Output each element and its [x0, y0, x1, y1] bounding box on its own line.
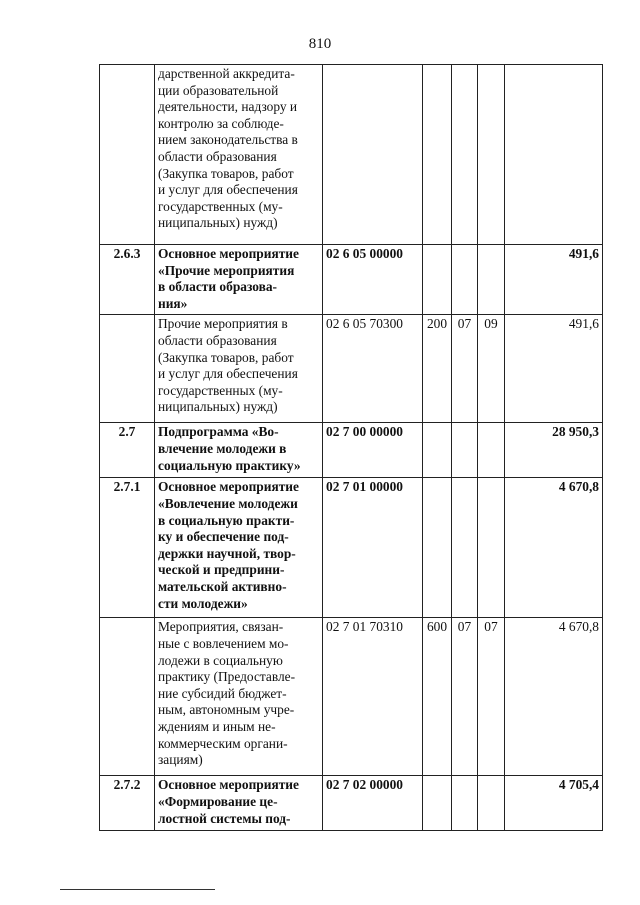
table-row	[100, 315, 603, 423]
budget-table	[99, 64, 603, 831]
row-rz	[452, 423, 478, 478]
row-number: 2.7.1	[100, 478, 155, 618]
row-vr	[423, 423, 452, 478]
row-vr	[423, 478, 452, 618]
row-sum: 491,6	[505, 245, 603, 315]
row-sum: 4 705,4	[505, 776, 603, 831]
row-number	[100, 65, 155, 245]
row-code: 02 7 02 00000	[323, 776, 423, 831]
row-sum: 4 670,8	[505, 618, 603, 776]
row-code: 02 6 05 70300	[323, 315, 423, 423]
table-row	[100, 776, 603, 831]
row-vr: 600	[423, 618, 452, 776]
row-name: Основное мероприятие «Вовлечение молодежи в социальную практи- ку и обеспечение под- держки научной, твор- ческой и предприни- мательской активно- сти молодежи»	[155, 478, 323, 618]
row-name: Подпрограмма «Во- влечение молодежи в социальную практику»	[155, 423, 323, 478]
row-code: 02 7 01 00000	[323, 478, 423, 618]
row-number: 2.7	[100, 423, 155, 478]
row-vr	[423, 65, 452, 245]
row-name: дарственной аккредита- ции образовательной деятельности, надзору и контролю за соблюде- нием законодательства в области образования (Закупка товаров, работ и услуг для обеспечения государственных (му- ниципальных) нужд)	[155, 65, 323, 245]
row-name: Мероприятия, связан- ные с вовлечением мо- лодежи в социальную практику (Предоставле- ние субсидий бюджет- ным, автономным учре- ждениям и иным не- коммерческим органи- зациям)	[155, 618, 323, 776]
row-pr: 07	[478, 618, 505, 776]
row-vr	[423, 245, 452, 315]
page-number: 810	[308, 36, 332, 52]
row-number: 2.6.3	[100, 245, 155, 315]
row-number	[100, 315, 155, 423]
row-rz	[452, 245, 478, 315]
row-pr	[478, 245, 505, 315]
table-row	[100, 478, 603, 618]
row-pr: 09	[478, 315, 505, 423]
row-vr: 200	[423, 315, 452, 423]
row-code: 02 7 01 70310	[323, 618, 423, 776]
row-pr	[478, 65, 505, 245]
row-code: 02 7 00 00000	[323, 423, 423, 478]
row-sum	[505, 65, 603, 245]
row-rz	[452, 65, 478, 245]
table-row	[100, 423, 603, 478]
table-row	[100, 65, 603, 245]
row-vr	[423, 776, 452, 831]
footnote-divider	[60, 889, 215, 890]
row-rz: 07	[452, 315, 478, 423]
row-rz: 07	[452, 618, 478, 776]
row-name: Прочие мероприятия в области образования (Закупка товаров, работ и услуг для обеспечения государственных (му- ниципальных) нужд)	[155, 315, 323, 423]
table-row	[100, 245, 603, 315]
row-name: Основное мероприятие «Прочие мероприятия в области образова- ния»	[155, 245, 323, 315]
row-rz	[452, 776, 478, 831]
row-pr	[478, 776, 505, 831]
row-number: 2.7.2	[100, 776, 155, 831]
table-row	[100, 618, 603, 776]
row-code	[323, 65, 423, 245]
row-code: 02 6 05 00000	[323, 245, 423, 315]
row-sum: 491,6	[505, 315, 603, 423]
row-rz	[452, 478, 478, 618]
row-pr	[478, 423, 505, 478]
row-number	[100, 618, 155, 776]
row-pr	[478, 478, 505, 618]
row-sum: 28 950,3	[505, 423, 603, 478]
row-name: Основное мероприятие «Формирование це- лостной системы под-	[155, 776, 323, 831]
row-sum: 4 670,8	[505, 478, 603, 618]
